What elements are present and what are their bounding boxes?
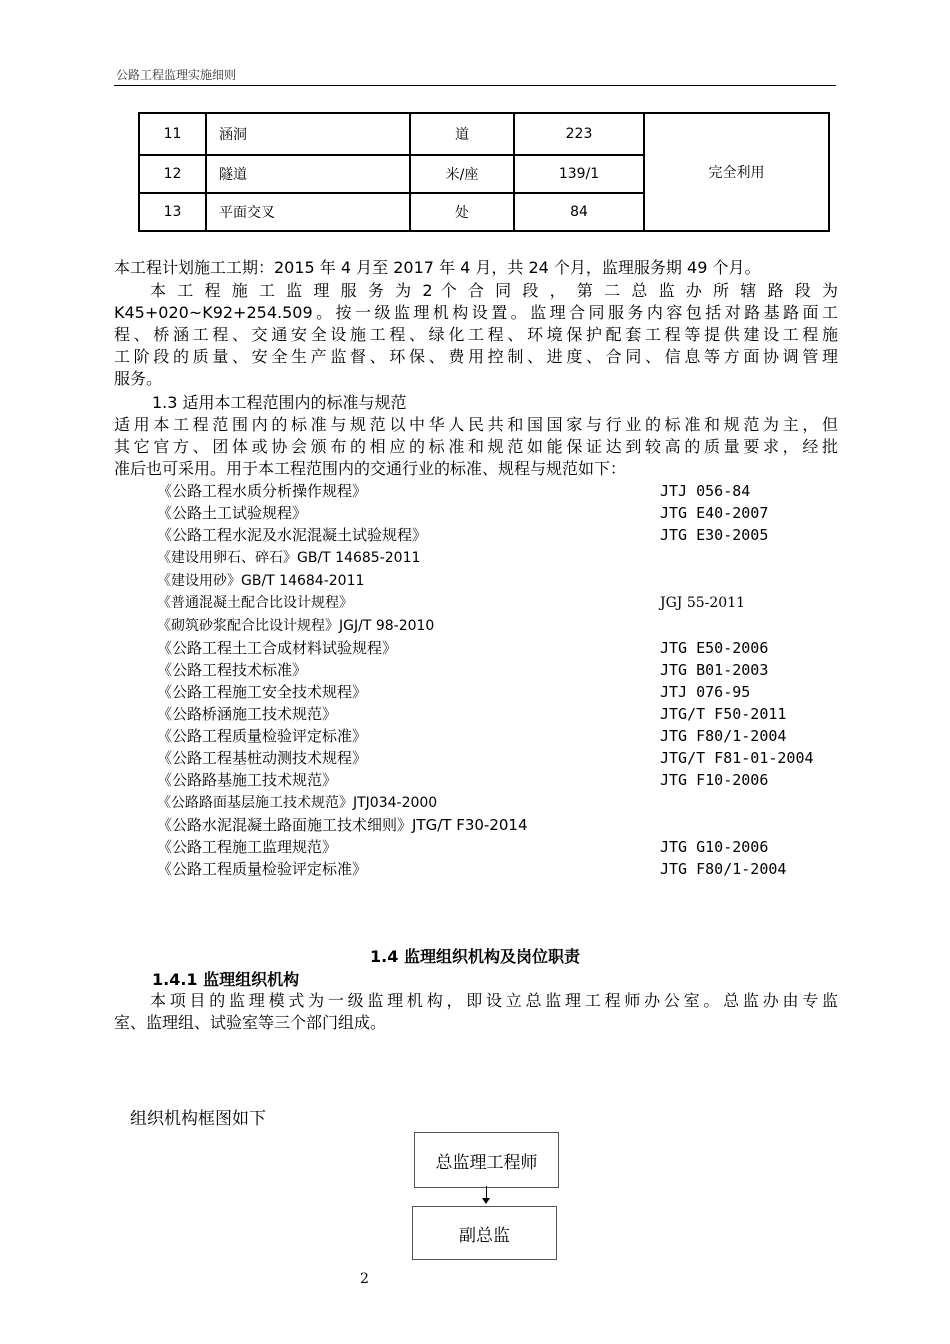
service-scope-paragraph [114,280,838,390]
standard-code: JTG/T F81-01-2004 [660,749,814,767]
standard-name: 《公路水泥混凝土路面施工技术细则》JTG/T F30-2014 [157,816,528,834]
table-row [139,113,829,155]
scope-line: 工阶段的质量、安全生产监督、环保、费用控制、进度、合同、信息等方面协调管理 [114,347,838,366]
subsection-heading-1-4-1: 1.4.1 监理组织机构 [152,970,300,989]
standards-intro-paragraph [114,414,838,480]
row-number: 12 [139,155,206,193]
org-description-line: 室、监理组、试验室等三个部门组成。 [114,1013,387,1032]
arrow-down-icon [482,1198,490,1204]
item-quantity: 139/1 [514,155,644,193]
standard-name: 《公路土工试验规程》 [157,504,308,522]
standard-name: 《砌筑砂浆配合比设计规程》JGJ/T 98-2010 [157,618,435,634]
section-heading-1-4: 1.4 监理组织机构及岗位职责 [370,947,580,966]
scope-line: 程、桥涵工程、交通安全设施工程、绿化工程、环境保护配套工程等提供建设工程施 [114,325,838,344]
standard-code: JTG F10-2006 [660,771,769,789]
scope-line: K45+020~K92+254.509。按一级监理机构设置。监理合同服务内容包括对路基路面工 [114,303,838,322]
item-name: 隧道 [206,155,410,193]
standards-intro-line: 适用本工程范围内的标准与规范以中华人民共和国国家与行业的标准和规范为主，但 [114,415,838,434]
standards-intro-line: 其它官方、团体或协会颁布的相应的标准和规范如能保证达到较高的质量要求，经批 [114,437,838,456]
standard-code: JGJ 55-2011 [660,595,746,611]
standard-name: 《公路工程质量检验评定标准》 [157,727,368,745]
standard-code: JTG E40-2007 [660,504,769,522]
standard-name: 《公路工程质量检验评定标准》 [157,860,368,878]
org-box-chief-supervisor: 总监理工程师 [414,1132,559,1188]
org-description-paragraph [114,990,838,1034]
project-quantity-table [138,112,830,232]
standard-name: 《公路工程施工安全技术规程》 [157,683,368,701]
standard-code: JTG F80/1-2004 [660,860,787,878]
standard-code: JTG G10-2006 [660,838,769,856]
org-box-deputy-supervisor: 副总监 [412,1206,557,1260]
item-unit: 处 [410,193,514,231]
item-note: 完全利用 [644,113,829,231]
standards-intro-line: 准后也可采用。用于本工程范围内的交通行业的标准、规程与规范如下： [114,459,627,478]
standard-code: JTG/T F50-2011 [660,705,787,723]
standard-name: 《公路工程水泥及水泥混凝土试验规程》 [157,526,428,544]
row-number: 11 [139,113,206,155]
standard-code: JTG E50-2006 [660,639,769,657]
item-quantity: 84 [514,193,644,231]
scope-line: 服务。 [114,369,163,388]
standard-name: 《建设用砂》GB/T 14684-2011 [157,573,365,589]
running-header: 公路工程监理实施细则 [116,68,237,82]
standard-name: 《普通混凝土配合比设计规程》 [157,595,353,611]
standard-name: 《公路路面基层施工技术规范》JTJ034-2000 [157,795,438,811]
standard-name: 《公路工程基桩动测技术规程》 [157,749,368,767]
construction-period-text [114,257,838,279]
standard-name: 《建设用卵石、碎石》GB/T 14685-2011 [157,550,421,566]
period-line: 本工程计划施工工期：2015 年 4 月至 2017 年 4 月，共 24 个月，监理服务期 49 个月。 [114,258,761,277]
standard-name: 《公路工程施工监理规范》 [157,838,338,856]
row-number: 13 [139,193,206,231]
item-name: 平面交叉 [206,193,410,231]
standard-code: JTG F80/1-2004 [660,727,787,745]
standard-code: JTG E30-2005 [660,526,769,544]
standard-name: 《公路桥涵施工技术规范》 [157,705,338,723]
standard-code: JTJ 076-95 [660,683,751,701]
item-quantity: 223 [514,113,644,155]
org-description-line: 本项目的监理模式为一级监理机构，即设立总监理工程师办公室。总监办由专监 [150,991,838,1010]
page-number: 2 [360,1271,369,1287]
standard-name: 《公路工程土工合成材料试验规程》 [157,639,398,657]
header-rule [114,85,836,86]
standard-name: 《公路路基施工技术规范》 [157,771,338,789]
org-chart-caption: 组织机构框图如下 [130,1109,266,1129]
item-unit: 米/座 [410,155,514,193]
scope-line: 本 工 程 施 工 监 理 服 务 为 2 个 合 同 段 ， 第 二 总 监 办 所 辖 路 段 为 [150,281,838,300]
standard-name: 《公路工程水质分析操作规程》 [157,482,368,500]
item-unit: 道 [410,113,514,155]
standard-code: JTG B01-2003 [660,661,769,679]
standard-code: JTJ 056-84 [660,482,751,500]
item-name: 涵洞 [206,113,410,155]
standard-name: 《公路工程技术标准》 [157,661,308,679]
section-heading-1-3: 1.3 适用本工程范围内的标准与规范 [152,393,407,412]
